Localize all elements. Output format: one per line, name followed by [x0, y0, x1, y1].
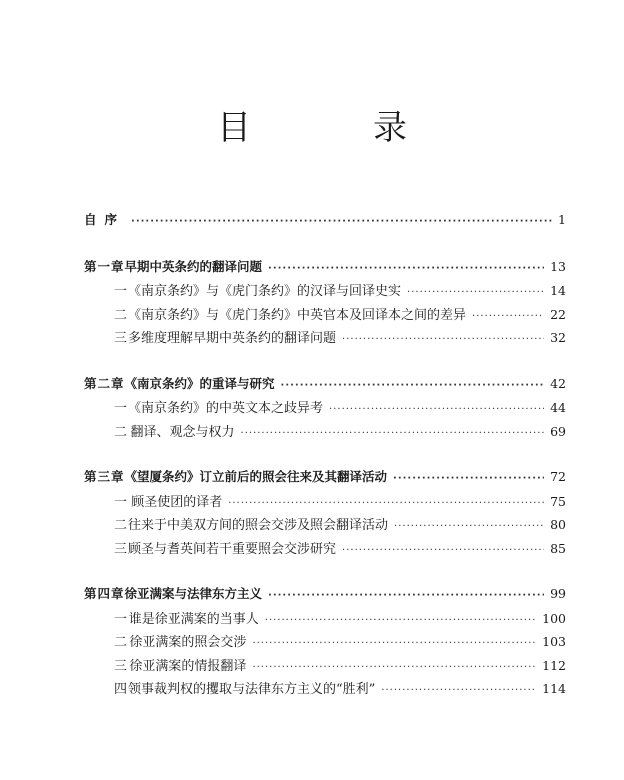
toc-entry-section[interactable] [84, 631, 566, 655]
toc-entry-chapter-1[interactable] [84, 257, 566, 281]
toc-entry-chapter-4[interactable] [84, 584, 566, 608]
page-number: 1 [558, 212, 566, 227]
section-title: 《南京条约》的中英文本之歧异考 [128, 401, 324, 416]
section-title: 徐亚满案的照会交涉 [129, 635, 247, 650]
page-number: 44 [550, 400, 566, 415]
page-title: 目 录 [217, 108, 451, 148]
section-number: 二 [114, 635, 129, 650]
section-number: 二 [114, 518, 129, 533]
section-number: 四 [114, 682, 129, 697]
toc-entry-section[interactable] [84, 655, 566, 679]
dot-leader [393, 473, 544, 484]
page-number: 72 [550, 469, 566, 484]
dot-leader [228, 498, 544, 509]
page-number: 80 [550, 517, 566, 532]
page-number: 42 [550, 375, 566, 391]
page-number: 112 [542, 657, 566, 673]
chapter-number: 第三章 [84, 469, 125, 484]
section-title: 谁是徐亚满案的当事人 [128, 611, 259, 627]
dot-leader [407, 287, 544, 298]
toc-entry-preface[interactable] [84, 210, 566, 234]
section-title: 《南京条约》与《虎门条约》中英官本及回译本之间的差异 [128, 307, 467, 323]
chapter-number: 第二章 [84, 375, 125, 391]
dot-leader [241, 428, 545, 439]
page-number: 85 [550, 540, 566, 556]
section-title: 《南京条约》与《虎门条约》的汉译与回译史实 [128, 284, 402, 299]
section-number: 一 [114, 284, 129, 299]
toc-entry-section[interactable] [84, 280, 566, 304]
section-number: 三 [114, 541, 129, 557]
toc-entry-section[interactable] [84, 678, 566, 702]
section-number: 一 [114, 611, 129, 627]
dot-leader [281, 380, 545, 391]
dot-leader [381, 685, 536, 696]
dot-leader [342, 545, 544, 556]
toc-entry-section[interactable] [84, 397, 566, 421]
chapter-number: 第一章 [84, 258, 125, 274]
dot-leader [265, 615, 536, 626]
dot-leader [329, 404, 544, 415]
toc-entry-chapter-2[interactable] [84, 374, 566, 398]
chapter-title: 徐亚满案与法律东方主义 [124, 586, 263, 601]
page-number: 14 [550, 283, 566, 298]
toc-entry-chapter-3[interactable] [84, 467, 566, 491]
toc-entry-section[interactable] [84, 608, 566, 632]
page-number: 22 [550, 306, 566, 322]
section-number: 三 [114, 658, 129, 674]
preface-label: 自序 [84, 212, 126, 227]
page-number: 13 [550, 258, 566, 274]
page-number: 75 [550, 493, 566, 509]
section-title: 顾圣与耆英间若干重要照会交涉研究 [128, 541, 337, 557]
toc-entry-section[interactable] [84, 327, 566, 351]
page-number: 103 [542, 634, 566, 649]
chapter-number: 第四章 [84, 586, 125, 601]
page-number: 100 [542, 610, 566, 626]
section-title: 多维度理解早期中英条约的翻译问题 [128, 331, 337, 346]
section-number: 一 [114, 401, 129, 416]
page-number: 99 [550, 586, 566, 601]
chapter-title: 《南京条约》的重译与研究 [124, 375, 275, 391]
toc-entry-section[interactable] [84, 491, 566, 515]
dot-leader [472, 311, 544, 322]
dot-leader [342, 334, 544, 345]
section-number: 三 [114, 331, 129, 346]
chapter-title: 早期中英条约的翻译问题 [124, 258, 263, 274]
section-title: 翻译、观念与权力 [130, 424, 235, 440]
section-title: 顾圣使团的译者 [131, 494, 223, 510]
dot-leader [268, 590, 544, 601]
dot-leader [394, 521, 544, 532]
page-number: 32 [550, 330, 566, 345]
page-number: 114 [542, 681, 566, 696]
toc-entry-section[interactable] [84, 304, 566, 328]
section-title: 领事裁判权的攫取与法律东方主义的“胜利” [128, 682, 376, 697]
toc-entry-section[interactable] [84, 538, 566, 562]
chapter-title: 《望厦条约》订立前后的照会往来及其翻译活动 [124, 469, 388, 484]
section-number: 一 [114, 494, 129, 510]
toc-entry-section[interactable] [84, 421, 566, 445]
section-number: 二 [114, 307, 129, 323]
section-title: 徐亚满案的情报翻译 [129, 658, 247, 674]
page-number: 69 [550, 423, 566, 439]
dot-leader [131, 216, 552, 227]
section-number: 二 [114, 424, 129, 440]
dot-leader [252, 638, 536, 649]
toc-entry-section[interactable] [84, 514, 566, 538]
dot-leader [252, 662, 536, 673]
section-title: 往来于中美双方间的照会交涉及照会翻译活动 [128, 518, 389, 533]
dot-leader [268, 263, 544, 274]
table-of-contents [84, 210, 566, 702]
